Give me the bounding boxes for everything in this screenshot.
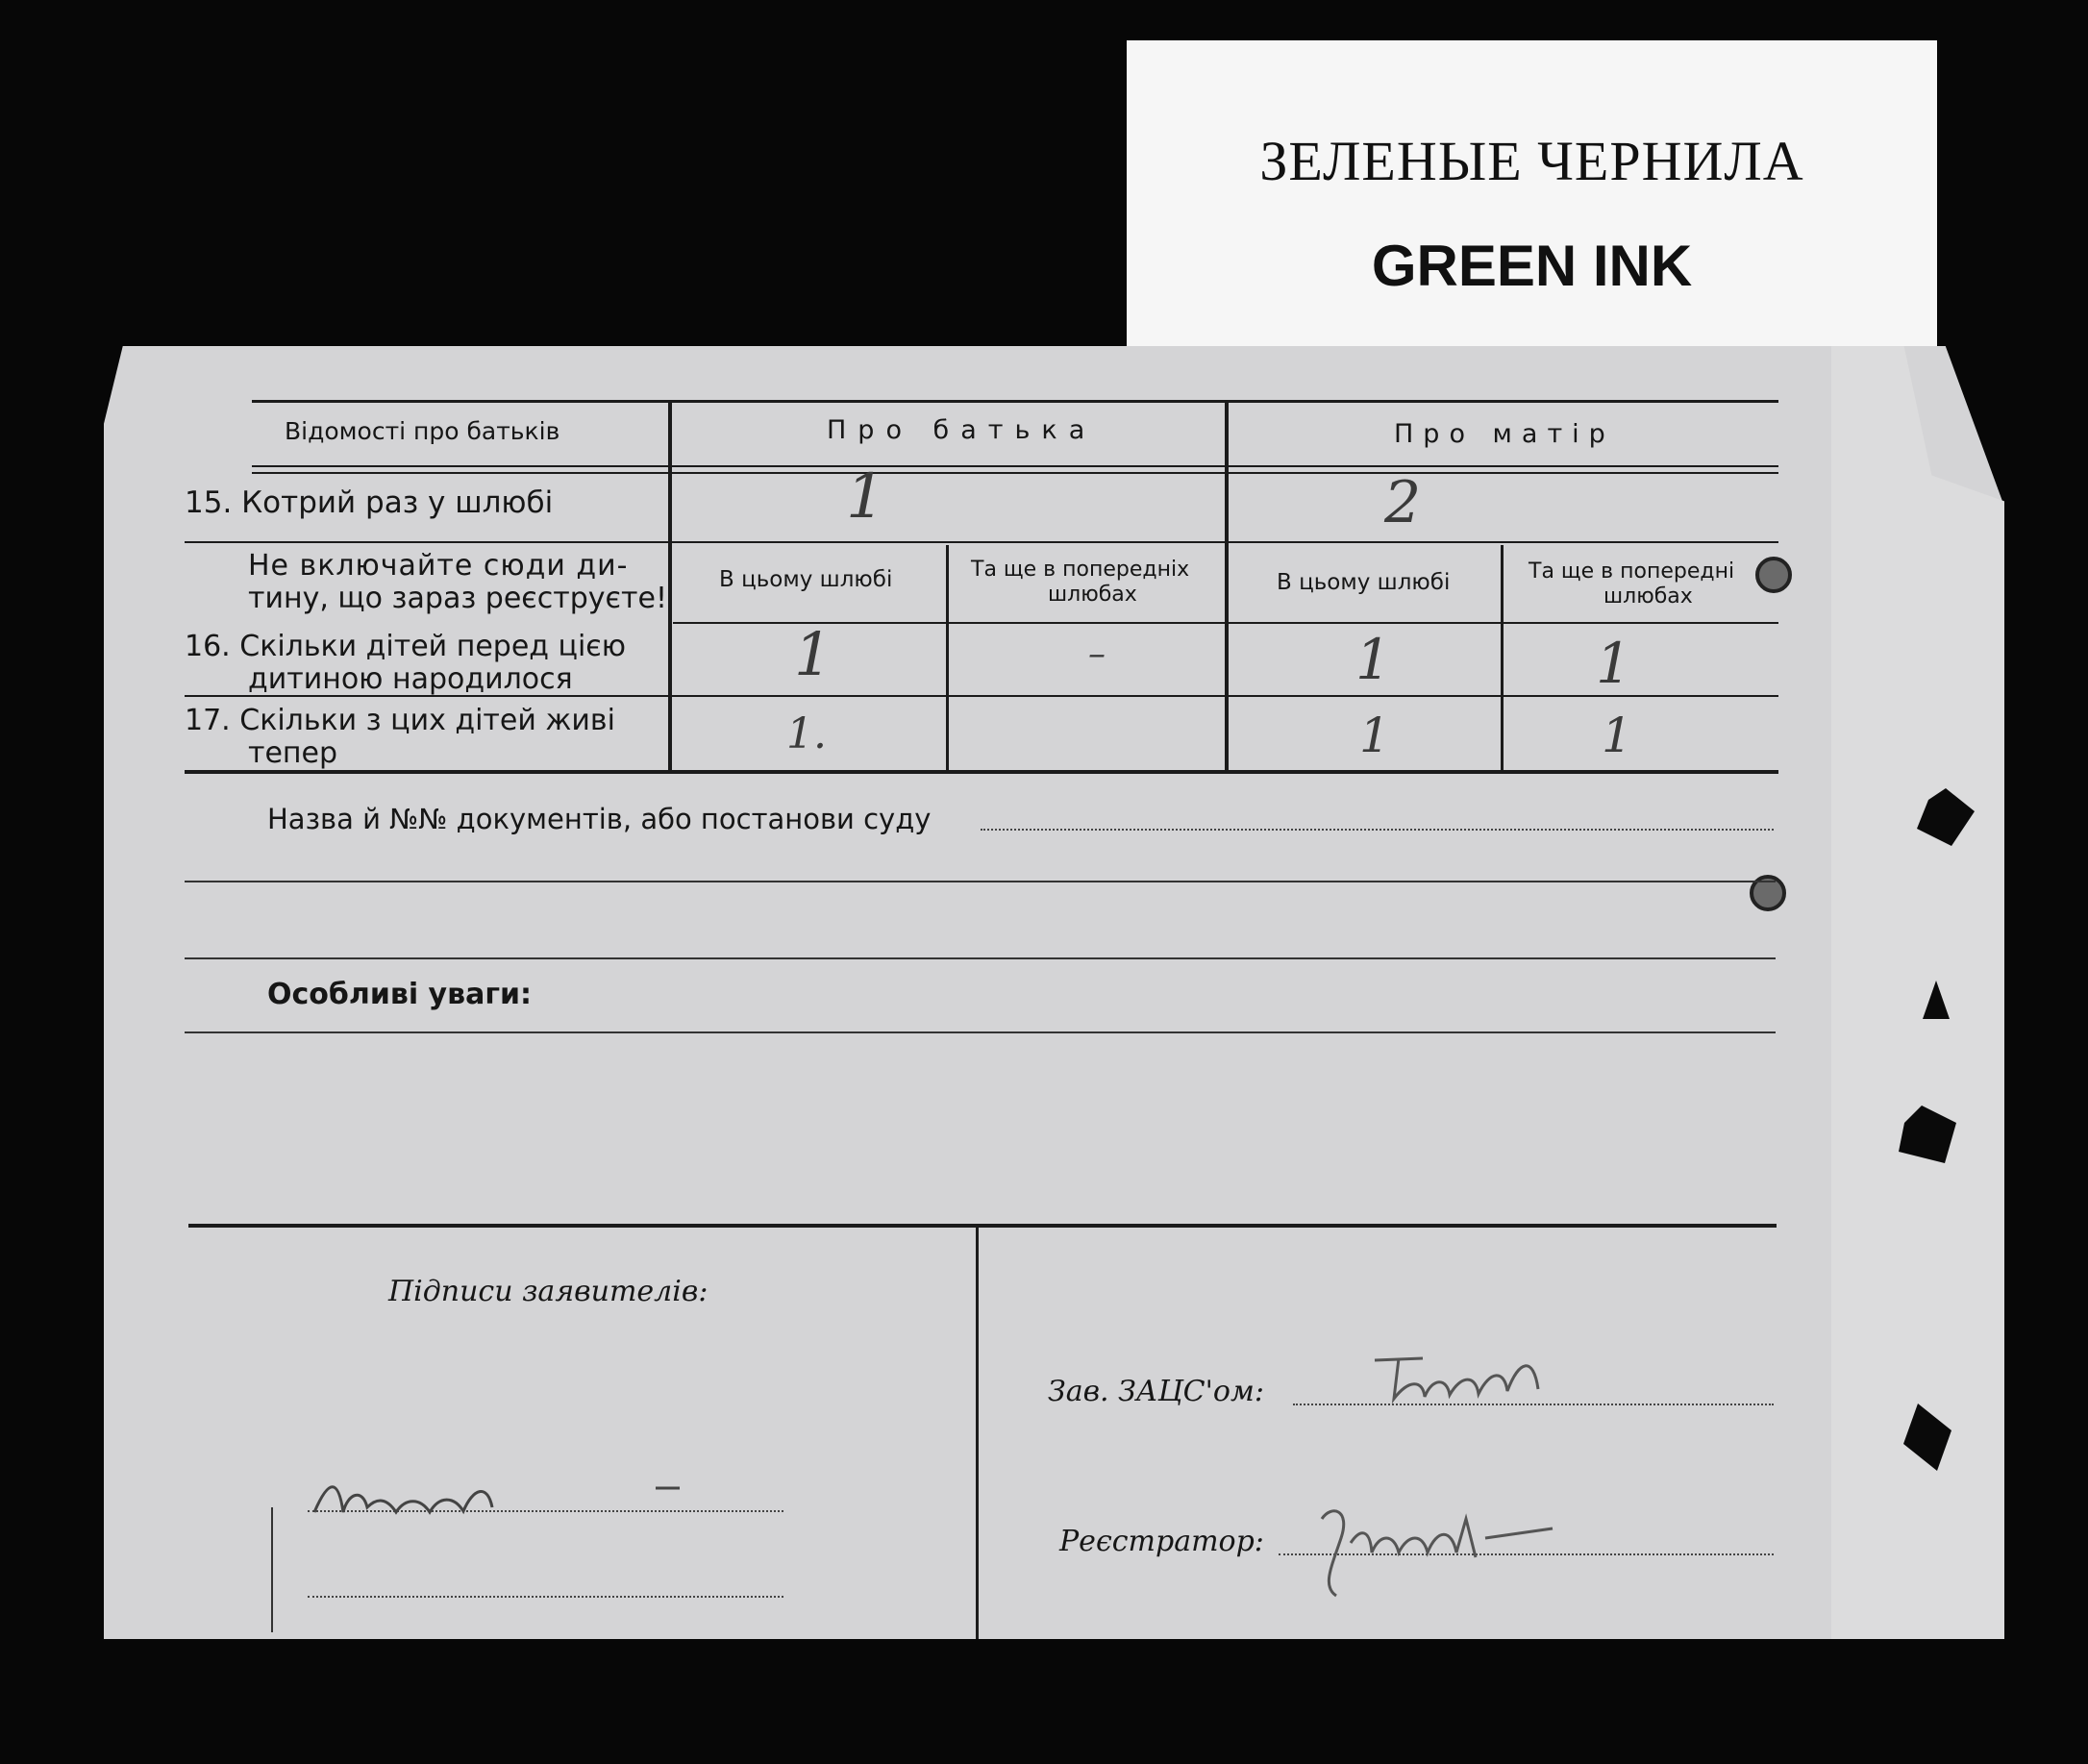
documents-line-3 <box>185 957 1776 959</box>
signature-section-top-rule <box>188 1224 1777 1228</box>
row16-mother-this-value: 1 <box>1355 627 1391 692</box>
row16-label-line-1: 16. Скільки дітей перед цією <box>185 630 627 663</box>
documents-label: Назва й №№ документів, або постанови суду <box>267 803 932 835</box>
row15-father-value: 1 <box>846 461 885 533</box>
remarks-line <box>185 1031 1776 1033</box>
row15-mother-value: 2 <box>1384 469 1422 536</box>
subheader-prev-marriage-father-1: Та ще в попередніх <box>971 558 1190 582</box>
signature-section-divider <box>976 1224 979 1639</box>
table-top-rule <box>252 400 1778 403</box>
col-divider-father-sub <box>946 545 949 771</box>
label-russian-text: ЗЕЛЕНЫЕ ЧЕРНИЛА <box>1259 130 1804 192</box>
note-line-1: Не включайте сюди ди- <box>248 549 629 583</box>
row17-mother-prev-value: 1 <box>1602 708 1632 763</box>
table-header-rule <box>252 465 1778 467</box>
applicants-signatures-label: Підписи заявителів: <box>388 1275 708 1308</box>
registrar-signature <box>1312 1500 1601 1615</box>
row17-father-this-value: 1. <box>786 709 827 758</box>
header-parents-info: Відомості про батьків <box>285 417 560 445</box>
header-father: Про батька <box>827 415 1097 445</box>
table-header-rule-2 <box>252 472 1778 474</box>
note-line-2: тину, що зараз реєструєте! <box>248 582 667 615</box>
row15-label: 15. Котрий раз у шлюбі <box>185 485 554 520</box>
header-mother: Про матір <box>1394 419 1615 449</box>
row15-rule <box>185 541 1778 543</box>
col-divider-2 <box>1225 400 1229 771</box>
col-divider-1 <box>668 400 672 771</box>
row17-label-line-2: тепер <box>248 736 338 770</box>
subheader-this-marriage-mother: В цьому шлюбі <box>1277 570 1451 595</box>
label-english-text: GREEN INK <box>1371 234 1693 298</box>
row16-label-line-2: дитиною народилося <box>248 662 573 696</box>
applicant-signature-line-2 <box>308 1596 783 1598</box>
row16-father-this-value: 1 <box>794 619 833 689</box>
registrar-label: Реєстратор: <box>1059 1525 1264 1558</box>
row17-mother-this-value: 1 <box>1359 708 1390 763</box>
applicant-bracket <box>271 1507 273 1632</box>
col-divider-mother-sub <box>1501 545 1504 771</box>
row17-label-line-1: 17. Скільки з цих дітей живі <box>185 704 615 737</box>
applicant-signature <box>310 1469 684 1527</box>
subheader-prev-marriage-father-2: шлюбах <box>1048 583 1137 607</box>
subheader-this-marriage-father: В цьому шлюбі <box>719 567 893 592</box>
remarks-label: Особливі уваги: <box>267 978 533 1011</box>
binding-hole-top <box>1755 557 1792 593</box>
head-signature <box>1365 1341 1615 1428</box>
table-bottom-rule <box>185 770 1778 774</box>
subheader-prev-marriage-mother-2: шлюбах <box>1603 584 1693 609</box>
ink-color-label-card <box>1127 40 1937 348</box>
head-of-registry-label: Зав. ЗАЦС'ом: <box>1048 1375 1264 1408</box>
documents-dotted-line <box>981 829 1774 831</box>
row16-father-prev-value: – <box>1088 634 1106 674</box>
subheader-prev-marriage-mother-1: Та ще в попередні <box>1529 559 1735 584</box>
documents-line-2 <box>185 881 1776 882</box>
row16-mother-prev-value: 1 <box>1596 631 1631 696</box>
